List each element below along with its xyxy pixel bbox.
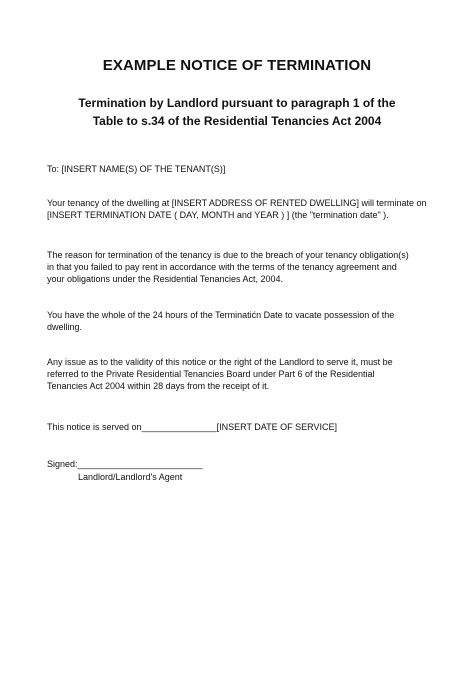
paragraph-termination-date: [47, 197, 437, 221]
signed-line: Signed:_________________________: [47, 459, 203, 469]
served-on-line: This notice is served on_______________[INSERT DATE OF SERVICE]: [47, 422, 337, 432]
document-subtitle: [40, 94, 434, 130]
paragraph-line: dwelling.: [47, 322, 83, 332]
paragraph-reason: [47, 249, 437, 285]
subtitle-line-1: Termination by Landlord pursuant to paragraph 1 of the: [78, 96, 396, 110]
subtitle-line-2: Table to s.34 of the Residential Tenancies Act 2004: [92, 114, 382, 128]
paragraph-line: in that you failed to pay rent in accordance with the terms of the tenancy agreement and: [47, 262, 397, 272]
paragraph-line: The reason for termination of the tenancy is due to the breach of your tenancy obligation(s): [47, 250, 409, 260]
paragraph-line: Tenancies Act 2004 within 28 days from the receipt of it.: [47, 381, 270, 391]
paragraph-vacate: [47, 309, 437, 333]
to-line: To: [INSERT NAME(S) OF THE TENANT(S)]: [47, 164, 226, 174]
paragraph-line: [INSERT TERMINATION DATE ( DAY, MONTH and YEAR ) ] (the "termination date" ).: [47, 210, 389, 220]
paragraph-line: referred to the Private Residential Tenancies Board under Part 6 of the Residential: [47, 369, 375, 379]
paragraph-line: Any issue as to the validity of this notice or the right of the Landlord to serve it, must be: [47, 357, 393, 367]
paragraph-line: Your tenancy of the dwelling at [INSERT ADDRESS OF RENTED DWELLING] will terminate on: [47, 198, 427, 208]
paragraph-validity: [47, 356, 437, 392]
document-title: EXAMPLE NOTICE OF TERMINATION: [102, 57, 372, 74]
paragraph-line: your obligations under the Residential Tenancies Act, 2004.: [47, 274, 283, 284]
paragraph-line: You have the whole of the 24 hours of the Terminatićn Date to vacate possession of the: [47, 310, 395, 320]
landlord-agent-label: Landlord/Landlord's Agent: [78, 472, 183, 482]
